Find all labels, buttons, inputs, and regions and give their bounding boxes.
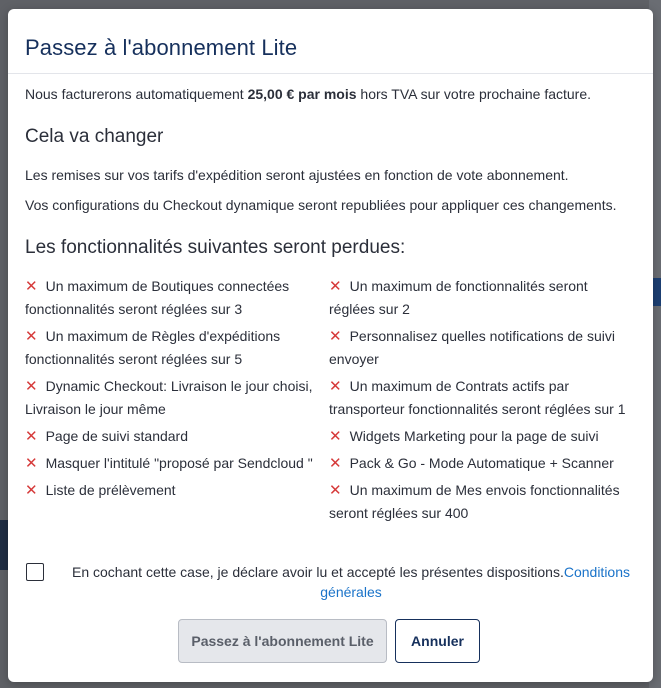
features-left-column xyxy=(25,275,329,529)
background-app-fragment-left xyxy=(0,520,8,570)
change-item: Les remises sur vos tarifs d'expédition seront ajustées en fonction de vote abonnement. xyxy=(25,167,569,183)
feature-item: ✕ Masquer l'intitulé "proposé par Sendcloud " xyxy=(25,455,313,472)
feature-item: ✕ Page de suivi standard xyxy=(25,428,189,445)
feature-item: ✕ Un maximum de fonctionnalités seront réglées sur 2 xyxy=(329,278,588,317)
terms-link[interactable]: Conditions générales xyxy=(320,564,630,600)
confirm-upgrade-button[interactable]: Passez à l'abonnement Lite xyxy=(178,619,387,663)
cross-icon: ✕ xyxy=(329,455,342,472)
feature-item: ✕ Liste de prélèvement xyxy=(25,482,176,499)
cross-icon: ✕ xyxy=(329,482,342,499)
consent-label: En cochant cette case, je déclare avoir lu et accepté les présentes dispositions.Conditions générales xyxy=(72,564,630,600)
cross-icon: ✕ xyxy=(25,482,38,499)
features-right-column xyxy=(329,275,635,529)
cross-icon: ✕ xyxy=(329,328,342,345)
cross-icon: ✕ xyxy=(25,328,38,345)
change-item: Vos configurations du Checkout dynamique seront republiées pour appliquer ces changements. xyxy=(25,197,617,213)
cross-icon: ✕ xyxy=(329,428,342,445)
lost-features-list xyxy=(25,275,635,529)
cross-icon: ✕ xyxy=(25,428,38,445)
modal-title: Passez à l'abonnement Lite xyxy=(25,35,298,60)
cross-icon: ✕ xyxy=(25,278,38,295)
consent-checkbox[interactable] xyxy=(26,563,44,581)
feature-item: ✕ Pack & Go - Mode Automatique + Scanner xyxy=(329,455,614,472)
cross-icon: ✕ xyxy=(25,455,38,472)
feature-item: ✕ Un maximum de Boutiques connectées fonctionnalités seront réglées sur 3 xyxy=(25,278,290,317)
cross-icon: ✕ xyxy=(329,278,342,295)
feature-item: ✕ Un maximum de Contrats actifs par transporteur fonctionnalités seront réglées sur 1 xyxy=(329,378,626,417)
title-divider xyxy=(8,73,653,74)
feature-item: ✕ Widgets Marketing pour la page de suivi xyxy=(329,428,599,445)
cross-icon: ✕ xyxy=(25,378,38,395)
billing-notice: Nous facturerons automatiquement 25,00 € par mois hors TVA sur votre prochaine facture. xyxy=(25,86,592,102)
cross-icon: ✕ xyxy=(329,378,342,395)
cancel-button[interactable]: Annuler xyxy=(395,619,480,663)
lost-features-heading: Les fonctionnalités suivantes seront perdues: xyxy=(25,237,406,258)
feature-item: ✕ Un maximum de Règles d'expéditions fonctionnalités seront réglées sur 5 xyxy=(25,328,281,367)
upgrade-modal xyxy=(8,9,653,682)
feature-item: ✕ Personnalisez quelles notifications de suivi envoyer xyxy=(329,328,615,367)
billing-amount: 25,00 € par mois xyxy=(247,86,357,102)
feature-item: ✕ Dynamic Checkout: Livraison le jour choisi, Livraison le jour même xyxy=(25,378,313,417)
changes-heading: Cela va changer xyxy=(25,126,164,147)
feature-item: ✕ Un maximum de Mes envois fonctionnalités seront réglées sur 400 xyxy=(329,482,620,521)
